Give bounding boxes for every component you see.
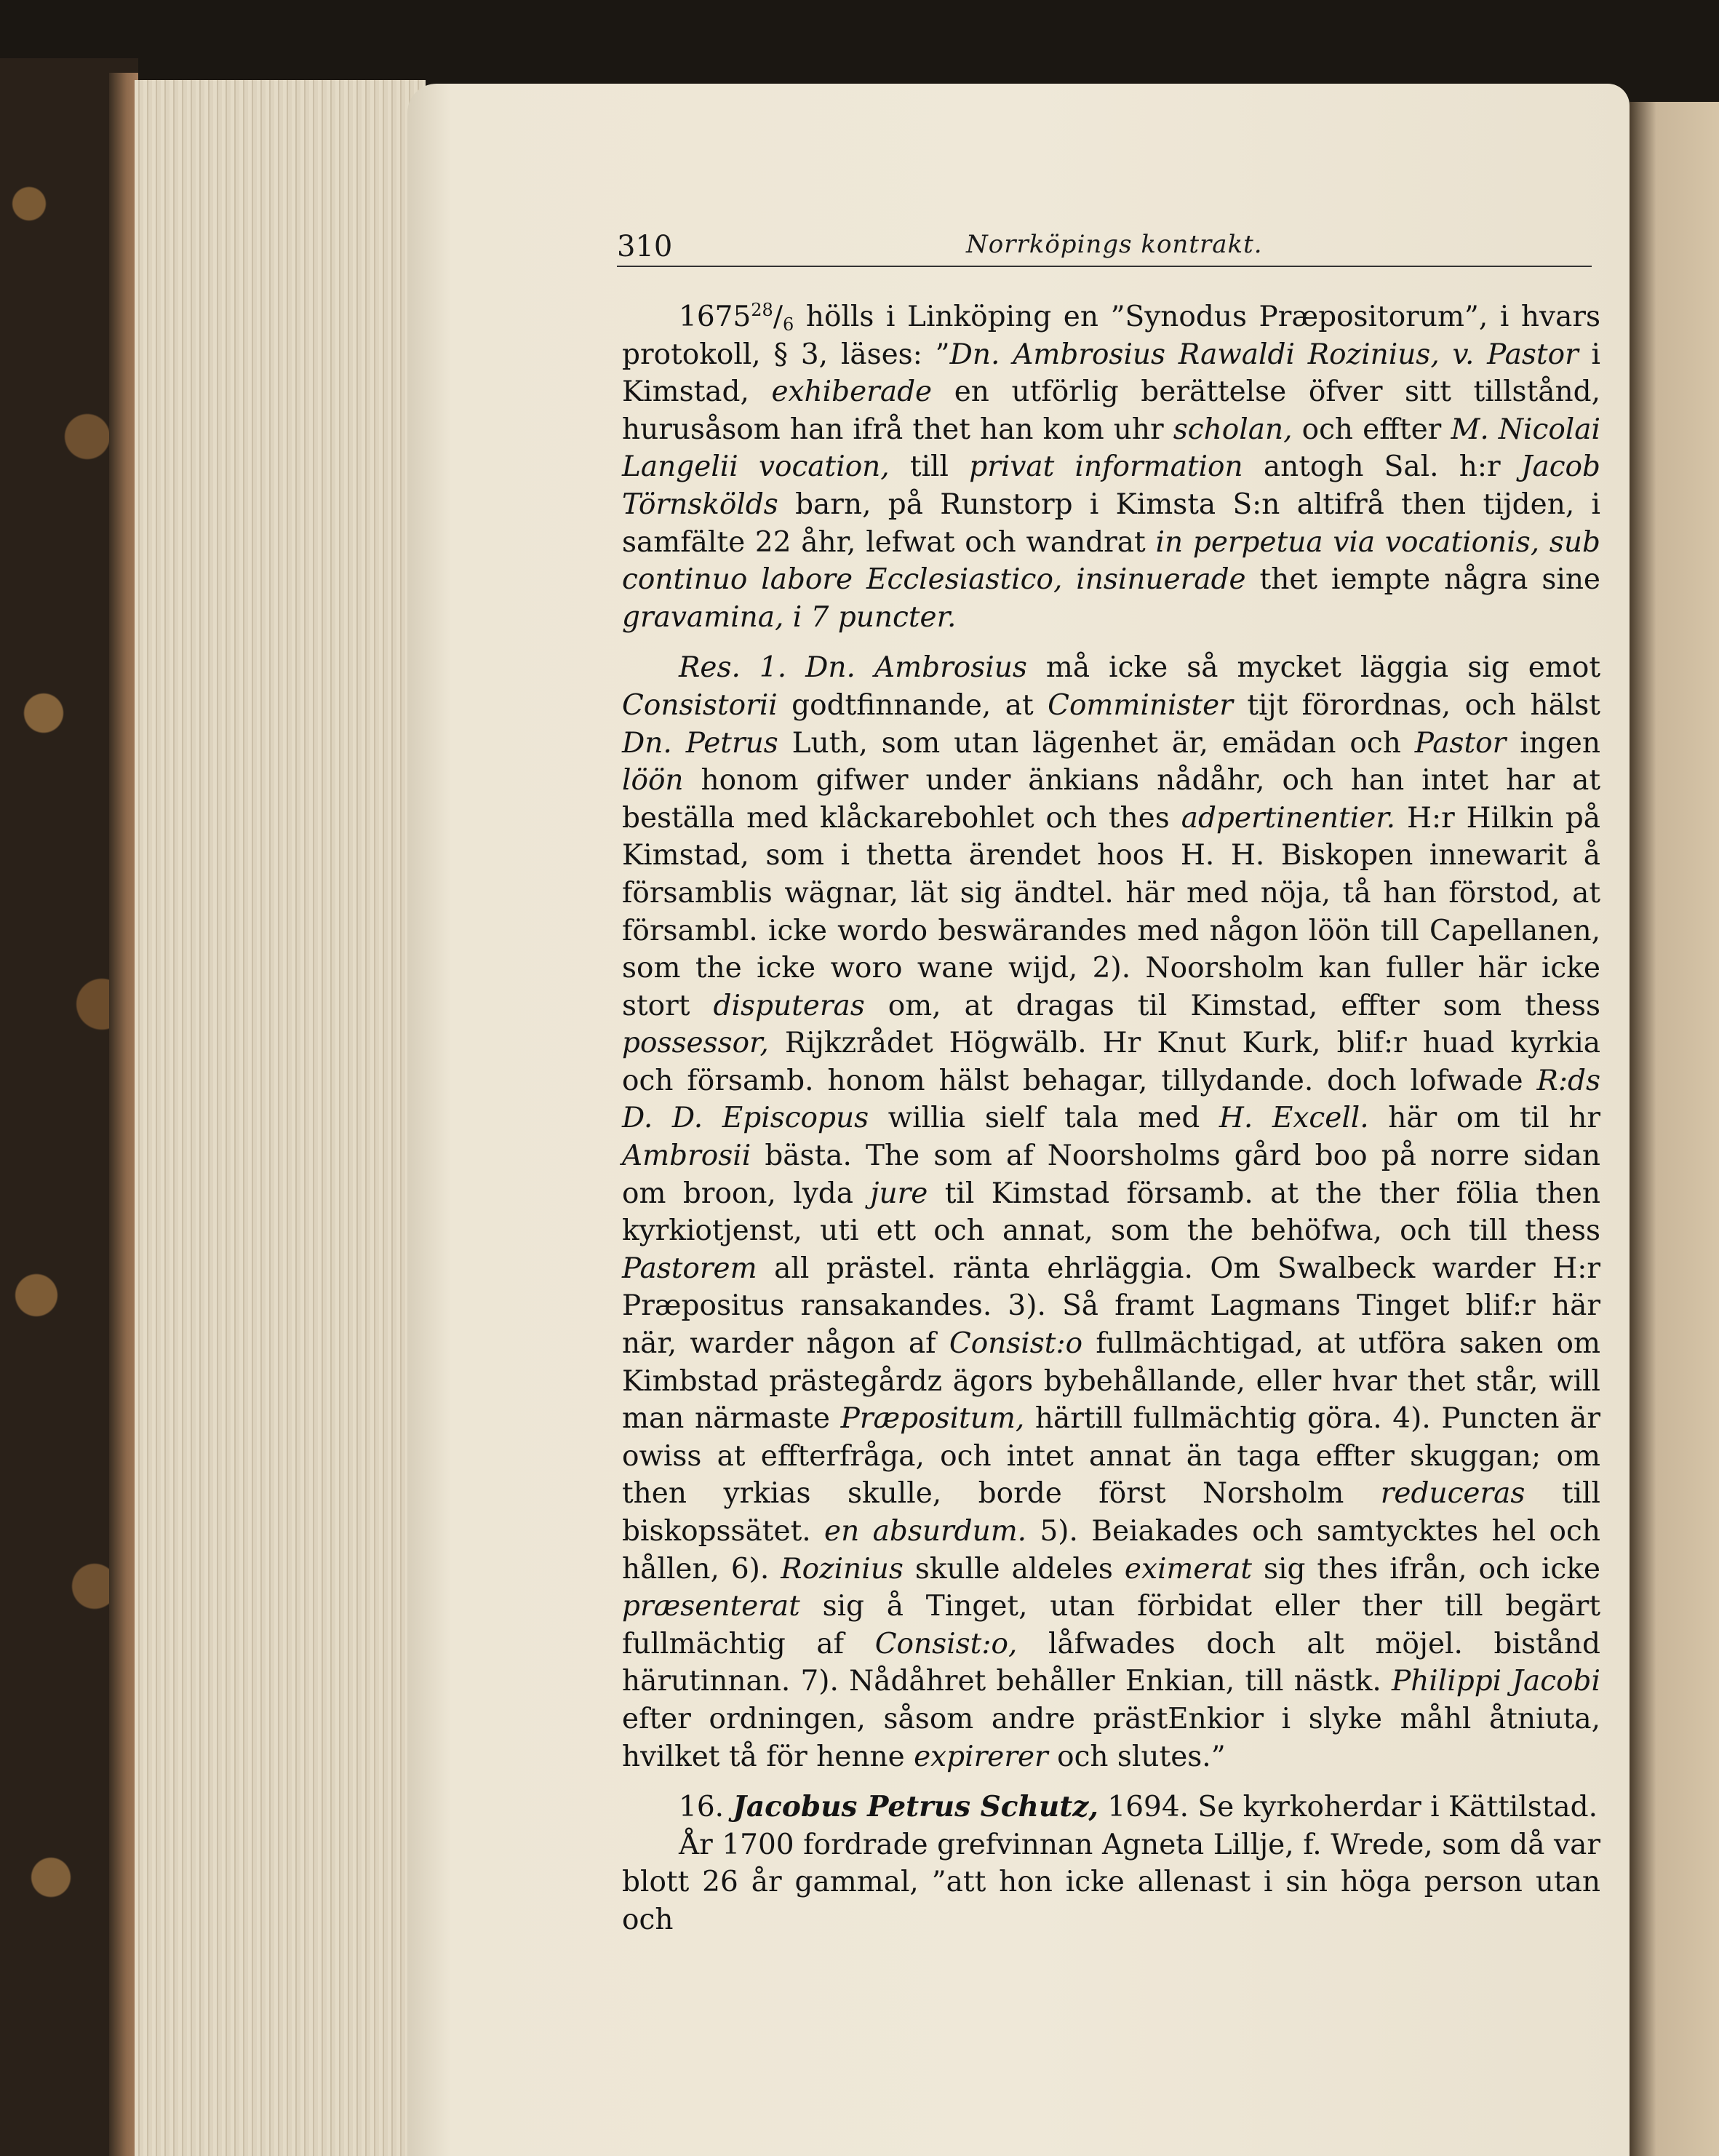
paragraph-synodus: $1675^{28}/_6$ hölls i Linköping en ”Synodus Præpositorum”, i hvars protokoll, § 3, läses: ”Dn. Ambrosius Rawaldi Rozinius, v. Pastor i Kimstad, exhiberade en utförlig berättelse öfver sitt tillstånd, hurusåsom han ifrå thet han kom uhr scholan, och effter M. Nicolai Langelii vocation, till privat information antogh Sal. h:r Jacob Törnskölds barn, på Runstorp i Kimsta S:n altifrå then tijden, i samfälte 22 åhr, lefwat och wandrat in perpetua via vocationis, sub continuo labore Ecclesiastico, insinuerade thet iempte några sine gravamina, i 7 puncter. [622, 300, 1601, 634]
entry-name: Jacobus Petrus Schutz, [733, 1790, 1098, 1824]
page-number: 310 [617, 230, 673, 263]
facing-page-edge [1630, 102, 1719, 2156]
page-header [617, 226, 1592, 269]
cover-edge [109, 73, 138, 2156]
body-text [622, 298, 1600, 1939]
entry-number: 16. [679, 1791, 725, 1824]
page-edges [135, 80, 426, 2156]
header-rule [617, 266, 1592, 267]
paragraph-resolution: Res. 1. Dn. Ambrosius må icke så mycket läggia sig emot Consistorii godtfinnande, at Comminister tijt förordnas, och hälst Dn. Petrus Luth, som utan lägenhet är, emädan och Pastor ingen löön honom gifwer under änkians nådåhr, och han intet har at beställa med klåckarebohlet och thes adpertinentier. H:r Hilkin på Kimstad, som i thetta ärendet hoos H. H. Biskopen innewarit å församblis wägnar, lät sig ändtel. här med nöja, tå han förstod, at försambl. icke wordo beswärandes med någon löön till Capellanen, som the icke woro wane wijd, 2). Noorsholm kan fuller här icke stort disputeras om, at dragas til Kimstad, effter som thess possessor, Rijkzrådet Högwälb. Hr Knut Kurk, blif:r huad kyrkia och församb. honom hälst behagar, tillydande. doch lofwade R:ds D. D. Episcopus willia sielf tala med H. Excell. här om til hr Ambrosii bästa. The som af Noorsholms gård boo på norre sidan om broon, lyda jure til Kimstad församb. at the ther fölia then kyrkiotjenst, uti ett och annat, som the behöfwa, och till thess Pastorem all prästel. ränta ehrläggia. Om Swalbeck warder H:r Præpositus ransakandes. 3). Så framt Lagmans Tinget blif:r här när, warder någon af Consist:o fullmächtigad, at utföra saken om Kimbstad prästegårdz ägors bybehållande, eller hvar thet står, will man närmaste Præpositum, härtill fullmächtig göra. 4). Puncten är owiss at effterfråga, och intet annat än taga effter skuggan; om then yrkias skulle, borde först Norsholm reduceras till biskopssätet. en absurdum. 5). Beiakades och samtycktes hel och hållen, 6). Rozinius skulle aldeles eximerat sig thes ifrån, och icke præsenterat sig å Tinget, utan förbidat eller ther till begärt fullmächtig af Consist:o, låfwades doch alt möjel. bistånd härutinnan. 7). Nådåhret behåller Enkian, till nästk. Philippi Jacobi efter ordningen, såsom andre prästEnkior i slyke måhl åtniuta, hvilket tå för henne expirerer och slutes.” [622, 651, 1601, 1773]
paragraph-entry-16: 16. Jacobus Petrus Schutz, 1694. Se kyrkoherdar i Kättilstad. [679, 1790, 1598, 1824]
running-title: Norrköpings kontrakt. [966, 230, 1263, 259]
paragraph-1700: År 1700 fordrade grefvinnan Agneta Lillje, f. Wrede, som då var blott 26 år gammal, ”att hon icke allenast i sin höga person utan och [622, 1828, 1600, 1936]
